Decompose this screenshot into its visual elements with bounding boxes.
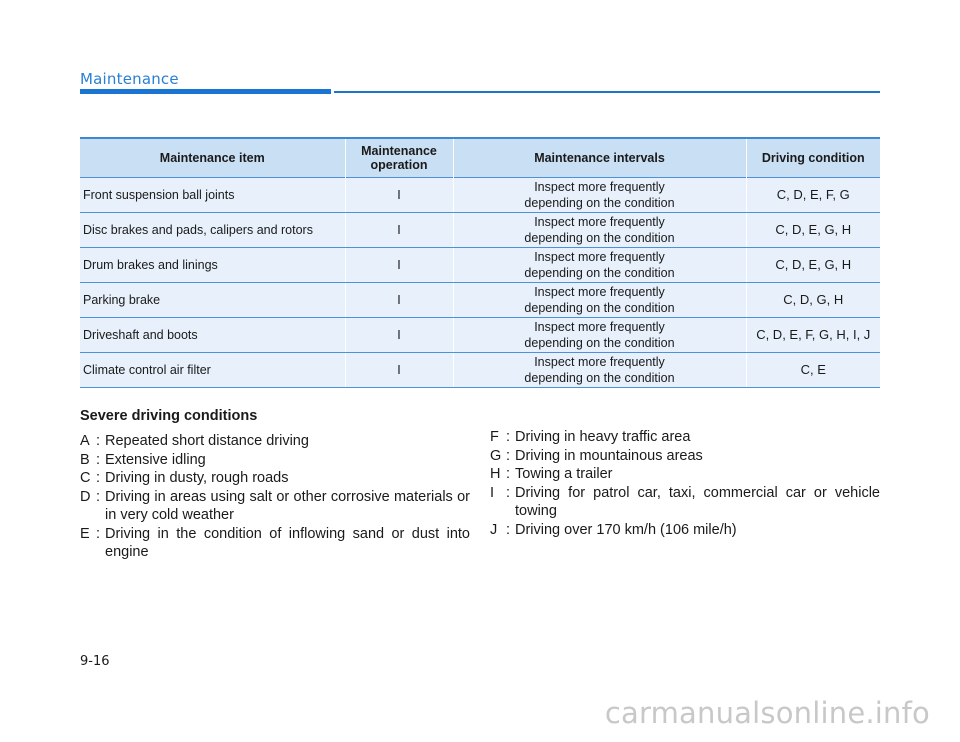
condition-text: Driving in heavy traffic area bbox=[515, 429, 691, 445]
cell-interval bbox=[453, 248, 746, 283]
condition-letter: H bbox=[490, 466, 501, 482]
column-header-operation: Maintenance operation bbox=[345, 138, 453, 178]
cell-interval-line2: depending on the condition bbox=[524, 301, 675, 315]
cell-interval bbox=[453, 283, 746, 318]
severe-conditions-title: Severe driving conditions bbox=[80, 408, 258, 424]
condition-letter: E bbox=[80, 525, 90, 542]
table-row bbox=[80, 248, 880, 283]
condition-separator: : bbox=[502, 466, 511, 482]
cell-item: Parking brake bbox=[80, 283, 345, 318]
table-body bbox=[80, 178, 880, 388]
condition-item bbox=[80, 469, 470, 488]
condition-letter: G bbox=[490, 447, 502, 464]
condition-separator: : bbox=[502, 484, 511, 501]
page-number: 9-16 bbox=[80, 654, 110, 669]
column-header-intervals: Maintenance intervals bbox=[453, 138, 746, 178]
cell-operation: I bbox=[345, 283, 453, 318]
condition-separator: : bbox=[502, 521, 511, 538]
condition-item bbox=[80, 488, 470, 525]
cell-item: Driveshaft and boots bbox=[80, 318, 345, 353]
condition-separator: : bbox=[502, 447, 511, 464]
condition-text: Driving in dusty, rough roads bbox=[105, 470, 289, 486]
cell-item: Climate control air filter bbox=[80, 353, 345, 388]
cell-interval-line2: depending on the condition bbox=[524, 336, 675, 350]
cell-condition: C, D, E, F, G bbox=[746, 178, 880, 213]
condition-letter: A bbox=[80, 433, 90, 449]
condition-text: Driving for patrol car, taxi, commercial car or vehicle towing bbox=[515, 484, 880, 519]
cell-interval bbox=[453, 318, 746, 353]
table-header-row bbox=[80, 138, 880, 178]
header-rule-thin bbox=[334, 91, 880, 93]
condition-item bbox=[490, 447, 880, 466]
condition-separator: : bbox=[92, 433, 101, 449]
cell-condition: C, D, E, F, G, H, I, J bbox=[746, 318, 880, 353]
cell-interval-line1: Inspect more frequently bbox=[534, 180, 665, 194]
column-header-item: Maintenance item bbox=[80, 138, 345, 178]
condition-item bbox=[490, 521, 880, 540]
cell-interval-line1: Inspect more frequently bbox=[534, 285, 665, 299]
cell-interval-line2: depending on the condition bbox=[524, 266, 675, 280]
cell-operation: I bbox=[345, 178, 453, 213]
cell-condition: C, E bbox=[746, 353, 880, 388]
condition-item bbox=[490, 484, 880, 521]
severe-conditions-left-list bbox=[80, 432, 470, 562]
cell-interval-line1: Inspect more frequently bbox=[534, 355, 665, 369]
condition-separator: : bbox=[92, 451, 101, 468]
condition-text: Towing a trailer bbox=[515, 466, 613, 482]
cell-interval-line2: depending on the condition bbox=[524, 231, 675, 245]
severe-conditions-right-list bbox=[490, 428, 880, 539]
condition-text: Repeated short distance driving bbox=[105, 433, 309, 449]
condition-item bbox=[80, 525, 470, 562]
condition-text: Driving over 170 km/h (106 mile/h) bbox=[515, 521, 737, 538]
cell-interval-line1: Inspect more frequently bbox=[534, 320, 665, 334]
condition-item bbox=[490, 428, 880, 447]
cell-condition: C, D, E, G, H bbox=[746, 248, 880, 283]
condition-text: Extensive idling bbox=[105, 451, 206, 468]
condition-item bbox=[80, 432, 470, 451]
table-row bbox=[80, 178, 880, 213]
cell-condition: C, D, E, G, H bbox=[746, 213, 880, 248]
condition-item bbox=[490, 465, 880, 484]
cell-condition: C, D, G, H bbox=[746, 283, 880, 318]
condition-letter: C bbox=[80, 470, 91, 486]
condition-separator: : bbox=[92, 470, 101, 486]
condition-letter: D bbox=[80, 488, 91, 505]
cell-item: Drum brakes and linings bbox=[80, 248, 345, 283]
condition-text: Driving in areas using salt or other corrosive materials or in very cold weather bbox=[105, 488, 470, 523]
cell-operation: I bbox=[345, 213, 453, 248]
cell-interval-line2: depending on the condition bbox=[524, 196, 675, 210]
cell-interval bbox=[453, 213, 746, 248]
condition-text: Driving in the condition of inflowing sand or dust into engine bbox=[105, 525, 470, 560]
header-rule-thick bbox=[80, 89, 331, 94]
table-row bbox=[80, 283, 880, 318]
cell-operation: I bbox=[345, 318, 453, 353]
cell-interval bbox=[453, 353, 746, 388]
condition-separator: : bbox=[92, 488, 101, 505]
table-row bbox=[80, 318, 880, 353]
cell-interval-line1: Inspect more frequently bbox=[534, 215, 665, 229]
cell-operation: I bbox=[345, 248, 453, 283]
watermark: carmanualsonline.info bbox=[604, 696, 930, 730]
condition-separator: : bbox=[92, 525, 101, 542]
cell-interval bbox=[453, 178, 746, 213]
cell-interval-line2: depending on the condition bbox=[524, 371, 675, 385]
condition-letter: F bbox=[490, 429, 499, 445]
condition-text: Driving in mountainous areas bbox=[515, 447, 703, 464]
condition-letter: B bbox=[80, 451, 90, 468]
cell-item: Disc brakes and pads, calipers and rotors bbox=[80, 213, 345, 248]
column-header-condition: Driving condition bbox=[746, 138, 880, 178]
cell-interval-line1: Inspect more frequently bbox=[534, 250, 665, 264]
table-row bbox=[80, 213, 880, 248]
cell-operation: I bbox=[345, 353, 453, 388]
table-row bbox=[80, 353, 880, 388]
maintenance-table bbox=[80, 137, 880, 388]
condition-item bbox=[80, 451, 470, 470]
condition-letter: J bbox=[490, 521, 498, 538]
condition-separator: : bbox=[502, 429, 511, 445]
cell-item: Front suspension ball joints bbox=[80, 178, 345, 213]
section-title: Maintenance bbox=[80, 70, 179, 88]
condition-letter: I bbox=[490, 484, 495, 501]
